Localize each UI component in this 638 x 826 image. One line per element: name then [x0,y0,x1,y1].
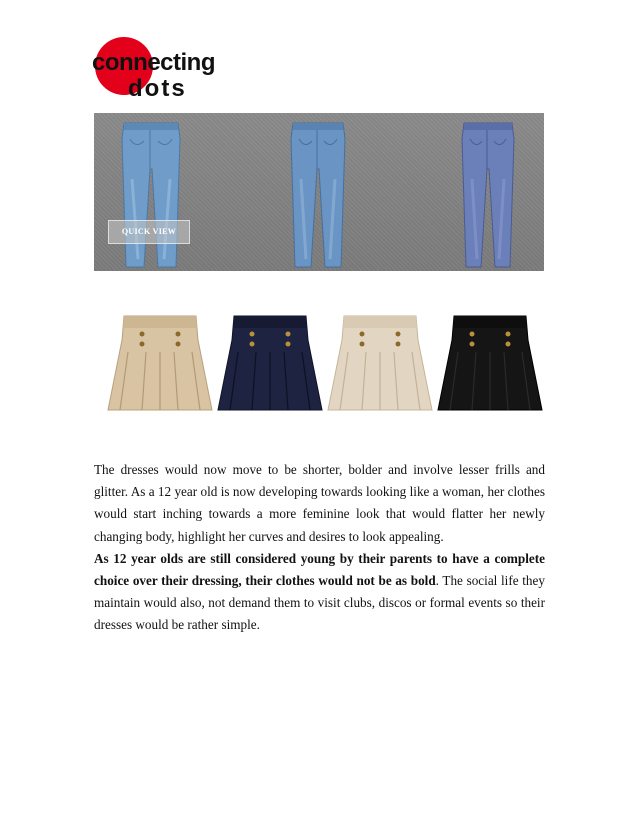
paragraph-2-bold: As 12 year olds are still considered young by their parents to have a complete choice over their dressing, their clothes would not be as bold [94,550,545,589]
skirt-icon [106,312,214,416]
jeans-icon [116,119,186,269]
logo-line1: connecting [92,49,216,76]
skirt-icon [436,312,544,416]
paragraph-1: The dresses would now move to be shorter, bolder and involve lesser frills and glitter. As a 12 year old is now developing towards looking like a woman, her clothes would start inching towards a more feminine look that would flatter her newly changing body, highlight her curves and desires to look appealing. [94,462,545,544]
skirts-product-image [104,312,544,420]
skirt-icon [216,312,324,416]
jeans-product-image [94,113,544,271]
body-text [94,459,545,637]
jeans-icon [458,119,518,269]
connecting-dots-logo [88,36,228,106]
paragraph-2 [94,548,545,637]
quick-view-button[interactable]: QUICK VIEW [108,220,190,244]
logo-line2: dots [128,75,187,102]
jeans-icon [286,119,350,269]
skirt-icon [326,312,434,416]
paragraph-2-rest: . The social life they maintain would also, not demand them to visit clubs, discos or formal events so their dresses would be rather simple. [94,573,545,633]
logo-graphic [88,36,228,106]
